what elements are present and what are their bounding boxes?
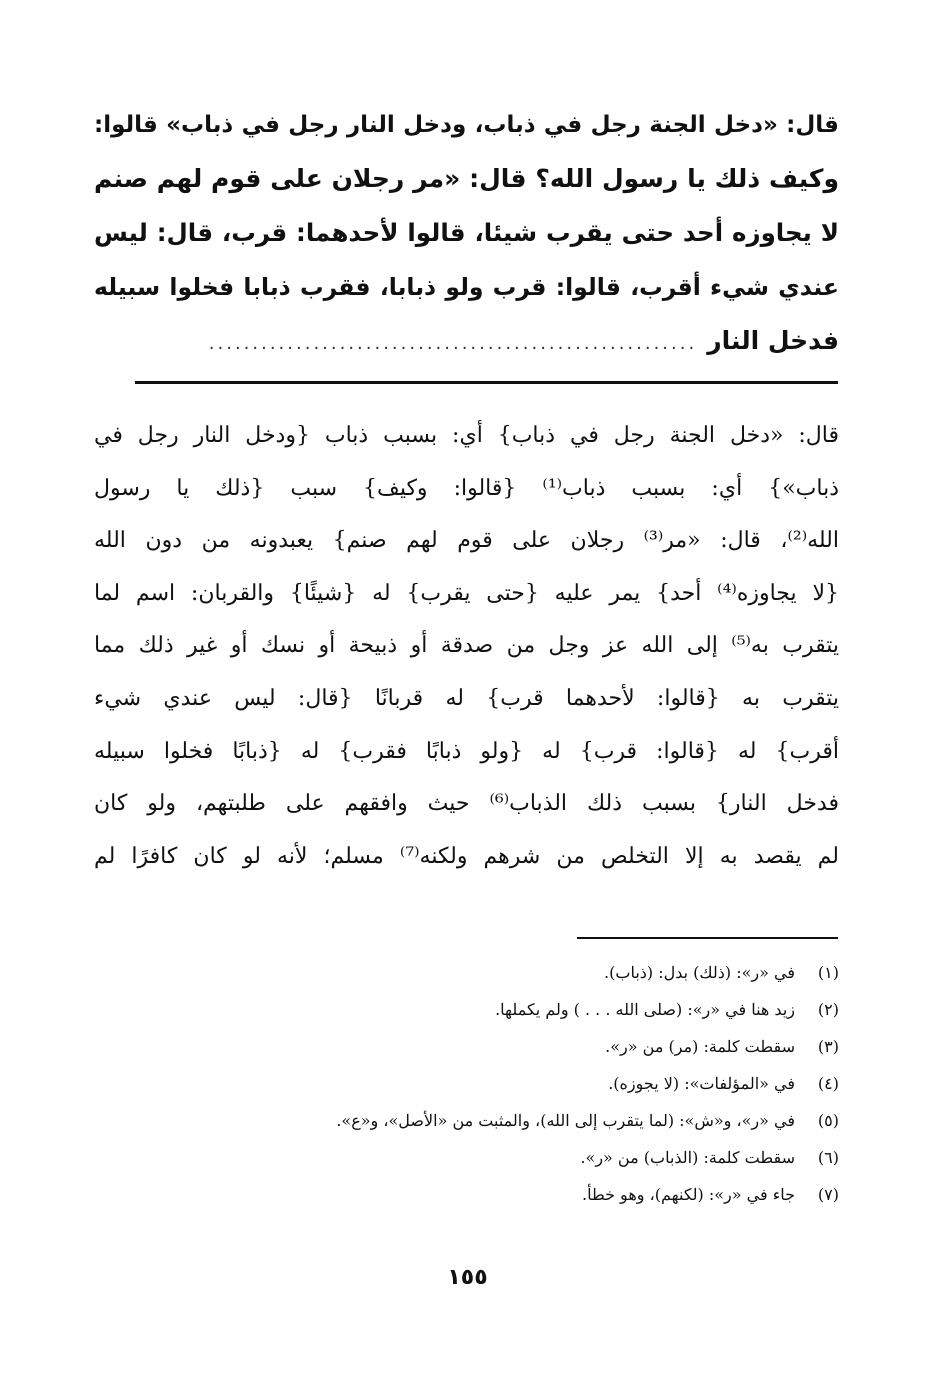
footnote-item — [94, 991, 839, 1028]
footnote-text: في «ر»، و«ش»: (لما يتقرب إلى الله)، والمثبت من «الأصل»، و«ع». — [336, 1111, 795, 1130]
page-number: ١٥٥ — [447, 1265, 488, 1290]
footnote-number: (١) — [817, 963, 839, 982]
footnote-text: سقطت كلمة: (الذباب) من «ر». — [580, 1148, 795, 1167]
footnote-text: زيد هنا في «ر»: (صلى الله . . . ) ولم يكملها. — [495, 1000, 795, 1019]
footnote-number: (٣) — [817, 1037, 839, 1056]
commentary-line: فدخل النار} بسبب ذلك الذباب⁽⁶⁾ حيث وافقهم على طلبتهم، ولو كان — [94, 791, 839, 817]
footnote-item — [94, 1065, 839, 1102]
footnote-text: جاء في «ر»: (لكنهم)، وهو خطأ. — [581, 1185, 795, 1204]
footnote-text: سقطت كلمة: (مر) من «ر». — [605, 1037, 795, 1056]
footnote-text: في «ر»: (ذلك) بدل: (ذباب). — [604, 963, 795, 982]
footnote-item — [94, 1176, 839, 1213]
hadith-line: قال: «دخل الجنة رجل في ذباب، ودخل النار رجل في ذباب» قالوا: — [94, 112, 839, 138]
hadith-line: وكيف ذلك يا رسول الله؟ قال: «مر رجلان على قوم لهم صنم — [94, 164, 839, 193]
footnote-item — [94, 1102, 839, 1139]
hadith-text — [94, 98, 839, 371]
commentary-line: ذباب»} أي: بسبب ذباب⁽¹⁾ {قالوا: وكيف} سبب {ذلك يا رسول — [94, 475, 839, 501]
footnote-item — [94, 1028, 839, 1065]
footnote-divider — [577, 937, 838, 939]
footnote-item — [94, 1139, 839, 1176]
hadith-line: لا يجاوزه أحد حتى يقرب شيئا، قالوا لأحدهما: قرب، قال: ليس — [94, 218, 839, 247]
footnote-number: (٧) — [817, 1185, 839, 1204]
commentary-line: قال: «دخل الجنة رجل في ذباب} أي: بسبب ذباب {ودخل النار رجل في — [94, 423, 839, 448]
dotted-leader: ........................................................ — [208, 333, 698, 354]
section-divider — [135, 381, 838, 384]
commentary-line: يتقرب به⁽⁵⁾ إلى الله عز وجل من صدقة أو ذبيحة أو نسك أو غير ذلك مما — [94, 633, 839, 659]
hadith-line: عندي شيء أقرب، قالوا: قرب ولو ذبابا، فقرب ذبابا فخلوا سبيله — [94, 273, 839, 301]
footnote-text: في «المؤلفات»: (لا يجوزه). — [608, 1074, 795, 1093]
commentary-line: لم يقصد به إلا التخلص من شرهم ولكنه⁽⁷⁾ مسلم؛ لأنه لو كان كافرًا لم — [94, 843, 839, 869]
commentary-line: يتقرب به {قالوا: لأحدهما قرب} له قربانًا {قال: ليس عندي شيء — [94, 685, 839, 711]
footnotes — [94, 954, 839, 1213]
commentary-line: {لا يجاوزه⁽⁴⁾ أحد} يمر عليه {حتى يقرب} له {شيئًا} والقربان: اسم لما — [94, 580, 839, 606]
footnote-number: (٢) — [817, 1000, 839, 1019]
footnote-number: (٥) — [817, 1111, 839, 1130]
hadith-line-last — [94, 314, 839, 371]
hadith-line: فدخل النار — [707, 326, 839, 355]
footnote-number: (٦) — [817, 1148, 839, 1167]
commentary-line: أقرب} له {قالوا: قرب} له {ولو ذبابًا فقرب} له {ذبابًا فخلوا سبيله — [94, 738, 839, 764]
commentary-text — [94, 410, 839, 883]
footnote-number: (٤) — [817, 1074, 839, 1093]
footnote-item — [94, 954, 839, 991]
commentary-line: الله⁽²⁾، قال: «مر⁽³⁾ رجلان على قوم لهم صنم} يعبدونه من دون الله — [94, 528, 839, 554]
